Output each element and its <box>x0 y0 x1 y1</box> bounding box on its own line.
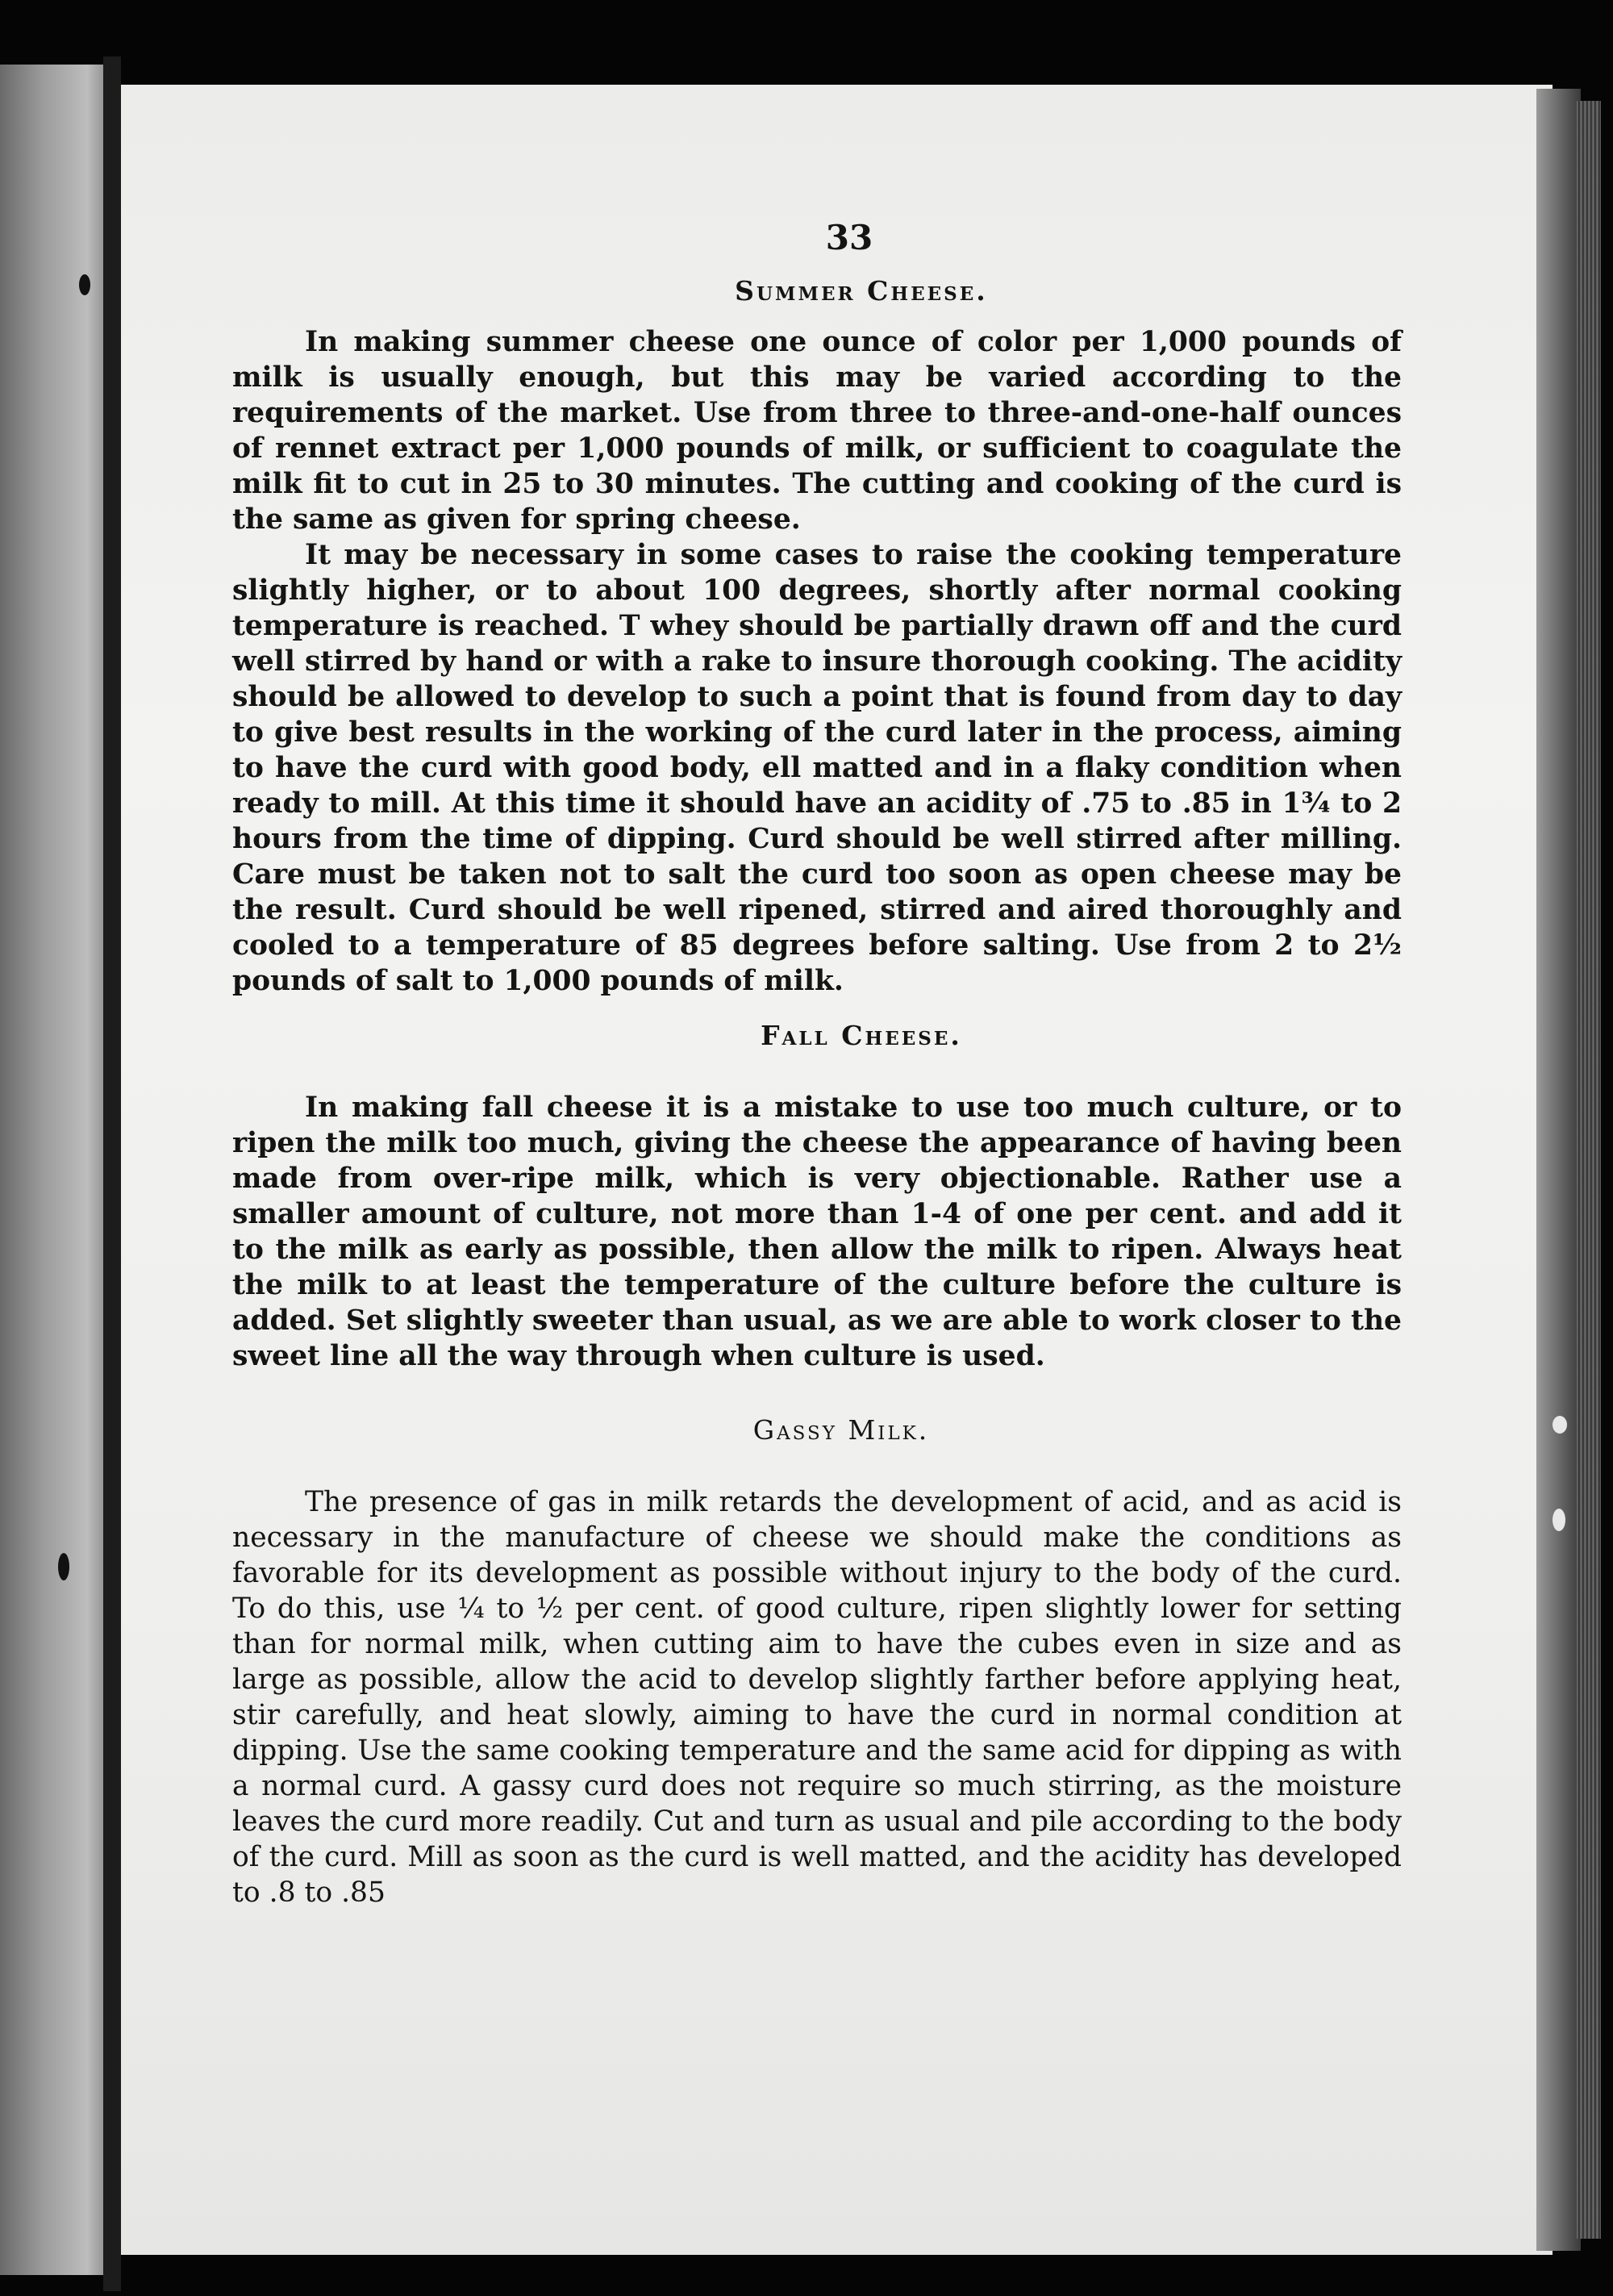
page-text <box>232 218 1402 1910</box>
section-heading-summer-cheese: Summer Cheese. <box>735 275 988 307</box>
paragraph: It may be necessary in some cases to raise the cooking temperature slightly higher, or to about 100 degrees, shortly after normal cooking temperature is reached. T whey should be partially drawn off and the curd well stirred by hand or with a rake to insure thorough cooking. The acidity should be allowed to develop to such a point that is found from day to day to give best results in the working of the curd later in the process, aiming to have the curd with good body, ell matted and in a flaky condition when ready to mill. At this time it should have an acidity of .75 to .85 in 1¾ to 2 hours from the time of dipping. Curd should be well stirred after milling. Care must be taken not to salt the curd too soon as open cheese may be the result. Curd should be well ripened, stirred and aired thoroughly and cooled to a temperature of 85 degrees before salting. Use from 2 to 2½ pounds of salt to 1,000 pounds of milk. <box>232 539 1402 997</box>
left-page-edge <box>0 65 109 2275</box>
page-edge-shadow <box>1536 89 1581 2251</box>
paragraph: In making fall cheese it is a mistake to use too much culture, or to ripen the milk too much, giving the cheese the appearance of having been made from over-ripe milk, which is very objectionable. Rather use a smaller amount of culture, not more than 1-4 of one per cent. and add it to the milk as early as possible, then allow the milk to ripen. Always heat the milk to at least the temperature of the culture before the culture is added. Set slightly sweeter than usual, as we are able to work closer to the sweet line all the way through when culture is used. <box>232 1092 1402 1372</box>
ink-blot <box>58 1553 69 1580</box>
book-spine <box>103 56 121 2291</box>
section-heading-fall-cheese: Fall Cheese. <box>761 1020 962 1051</box>
paragraph: In making summer cheese one ounce of color per 1,000 pounds of milk is usually enough, but this may be varied according to the requirements of the market. Use from three to three-and-one-half ounces of rennet extract per 1,000 pounds of milk, or sufficient to coagulate the milk fit to cut in 25 to 30 minutes. The cutting and cooking of the curd is the same as given for spring cheese. <box>232 326 1402 536</box>
page-stack-edge <box>1577 101 1601 2239</box>
ink-blot <box>79 274 90 295</box>
page-number: 33 <box>825 218 873 257</box>
section-heading-gassy-milk: Gassy Milk. <box>752 1414 930 1446</box>
paragraph: The presence of gas in milk retards the development of acid, and as acid is necessary in the manufacture of cheese we should make the conditions as favorable for its development as possible without injury to the body of the curd. To do this, use ¼ to ½ per cent. of good culture, ripen slightly lower for setting than for normal milk, when cutting aim to have the cubes even in size and as large as possible, allow the acid to develop slightly farther before applying heat, stir carefully, and heat slowly, aiming to have the curd in normal condition at dipping. Use the same cooking temperature and the same acid for dipping as with a normal curd. A gassy curd does not require so much stirring, as the moisture leaves the curd more readily. Cut and turn as usual and pile according to the body of the curd. Mill as soon as the curd is well matted, and the acidity has developed to .8 to .85 <box>232 1486 1402 1909</box>
ink-blot <box>1553 1509 1565 1531</box>
ink-blot <box>1553 1416 1567 1434</box>
